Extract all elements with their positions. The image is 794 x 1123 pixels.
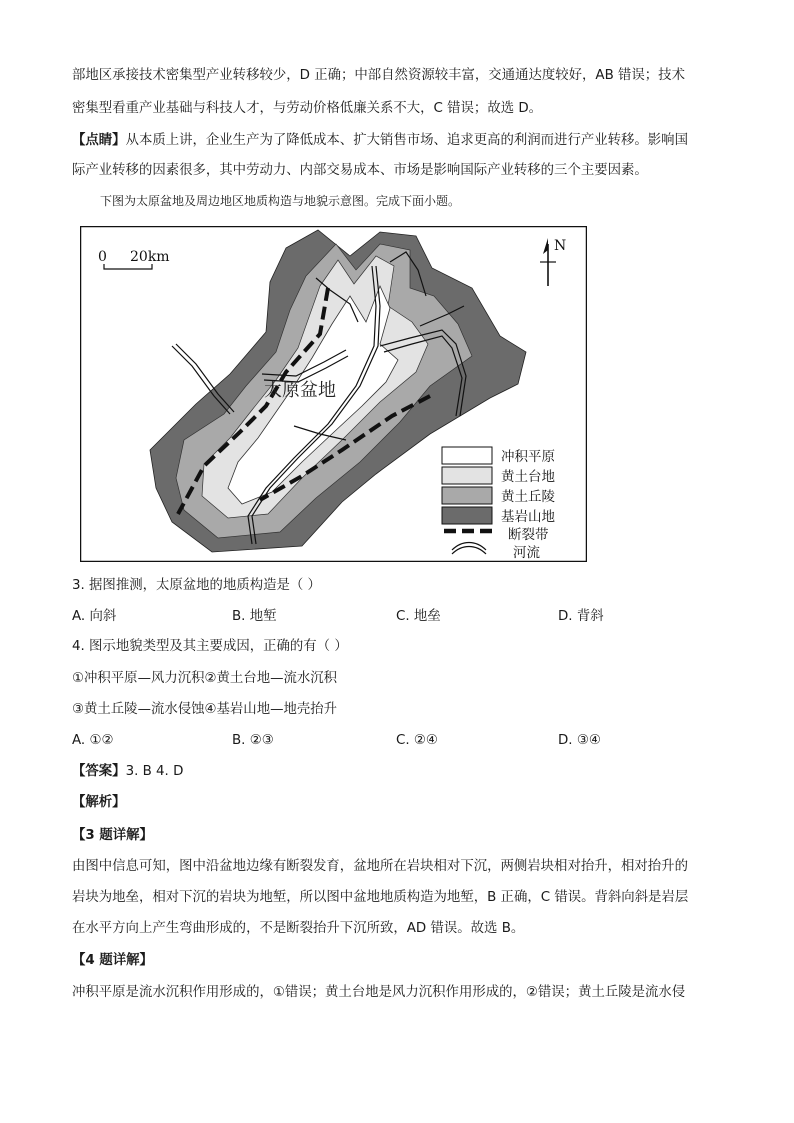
detail-3-heading: 【3 题详解】 [72,828,153,843]
question-3-option-d: D. 背斜 [558,609,604,624]
question-intro: 下图为太原盆地及周边地区地质构造与地貌示意图。完成下面小题。 [100,194,461,208]
legend-swatch-loess-tableland [442,467,492,484]
answer-tag: 【答案】 [72,764,126,779]
legend-swatch-bedrock-mountain [442,507,492,524]
question-4-option-d: D. ③④ [558,733,601,748]
question-4-statements-2: ③黄土丘陵—流水侵蚀④基岩山地—地壳抬升 [72,702,338,717]
question-3-option-c: C. 地垒 [396,609,441,624]
text-line: 部地区承接技术密集型产业转移较少，D 正确；中部自然资源较丰富，交通通达度较好，AB 错误；技术 [72,68,685,83]
detail-4-heading: 【4 题详解】 [72,953,153,968]
basin-label: 太原盆地 [264,380,336,401]
legend-label-loess-hill: 黄土丘陵 [501,489,555,505]
geology-map-figure [80,226,587,562]
text-line: 际产业转移的因素很多，其中劳动力、内部交易成本、市场是影响国际产业转移的三个主要因素。 [72,163,648,178]
detail-4-text: 冲积平原是流水沉积作用形成的，①错误；黄土台地是风力沉积作用形成的，②错误；黄土丘陵是流水侵 [72,985,686,1000]
question-3-option-a: A. 向斜 [72,609,117,624]
tip-paragraph-line [72,131,688,151]
question-4-stem: 4. 图示地貌类型及其主要成因，正确的有（ ） [72,639,348,654]
detail-3-text: 岩块为地垒，相对下沉的岩块为地堑，所以图中盆地地质构造为地堑，B 正确，C 错误。背斜向斜是岩层 [72,890,689,905]
legend-swatch-alluvial-plain [442,447,492,464]
text-line: 密集型看重产业基础与科技人才，与劳动价格低廉关系不大，C 错误；故选 D。 [72,101,543,116]
scale-distance-label: 20km [130,249,170,265]
question-4-option-a: A. ①② [72,733,114,748]
answer-line [72,762,183,782]
tip-tag: 【点睛】 [72,133,126,148]
answer-text: 3. B 4. D [125,764,184,779]
geology-map [80,226,587,562]
question-3-stem: 3. 据图推测，太原盆地的地质构造是（ ） [72,578,321,593]
question-3-option-b: B. 地堑 [232,609,277,624]
north-label: N [554,238,567,254]
question-4-option-b: B. ②③ [232,733,274,748]
question-4-statements-1: ①冲积平原—风力沉积②黄土台地—流水沉积 [72,671,338,686]
legend-label-bedrock-mountain: 基岩山地 [501,509,555,525]
analysis-heading: 【解析】 [72,795,126,810]
legend-swatch-loess-hill [442,487,492,504]
legend-label-river: 河流 [513,545,540,561]
tip-text: 从本质上讲，企业生产为了降低成本、扩大销售市场、追求更高的利润而进行产业转移。影响国 [125,133,688,148]
legend-label-loess-tableland: 黄土台地 [501,469,555,485]
scale-zero-label: 0 [98,249,107,265]
detail-3-text: 在水平方向上产生弯曲形成的，不是断裂抬升下沉所致，AD 错误。故选 B。 [72,921,525,936]
question-4-option-c: C. ②④ [396,733,438,748]
detail-3-text: 由图中信息可知，图中沿盆地边缘有断裂发育，盆地所在岩块相对下沉，两侧岩块相对抬升，相对抬升的 [72,859,688,874]
legend-label-alluvial-plain: 冲积平原 [501,449,555,465]
legend-label-fault-zone: 断裂带 [508,527,549,543]
